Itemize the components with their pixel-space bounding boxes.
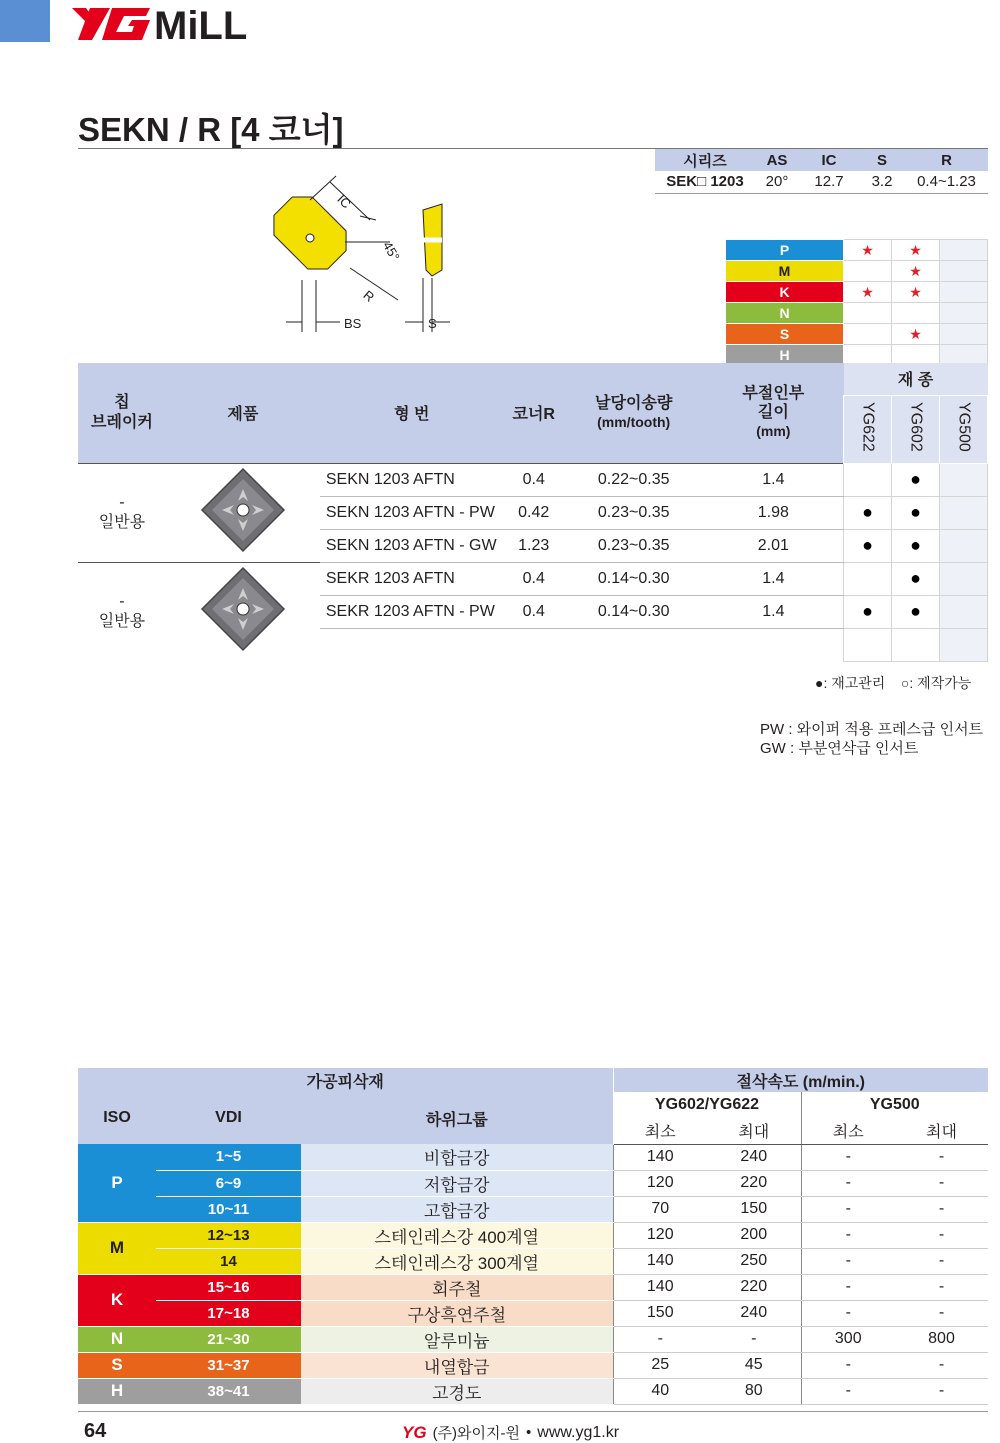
- header-g2-min: 최소: [801, 1118, 895, 1144]
- header-depth: [704, 363, 844, 463]
- g1-max-cell: -: [707, 1326, 801, 1352]
- g2-min-cell: -: [801, 1300, 895, 1326]
- chipbreaker-dash: -: [119, 493, 125, 511]
- header-iso: ISO: [78, 1092, 156, 1144]
- page-title: SEKN / R [4 코너]: [78, 111, 344, 148]
- feed-value: 0.23~0.35: [564, 496, 704, 529]
- spec-header-as: AS: [755, 149, 799, 171]
- header-g2-max: 최대: [895, 1118, 988, 1144]
- iso-mark: [940, 303, 988, 324]
- corner-r-value: 0.4: [504, 595, 564, 628]
- product-image-cell: [166, 463, 320, 562]
- iso-group-cell: H: [78, 1378, 156, 1404]
- cutting-row: [78, 1352, 988, 1378]
- cutting-row: [78, 1274, 988, 1300]
- header-depth-label: 부절인부 길이: [742, 385, 805, 422]
- cutting-row: [78, 1378, 988, 1404]
- g1-max-cell: 80: [707, 1378, 801, 1404]
- g1-min-cell: 120: [613, 1222, 707, 1248]
- depth-value: 1.4: [704, 562, 844, 595]
- grade-mark: ●: [844, 496, 892, 529]
- depth-value: 1.98: [704, 496, 844, 529]
- g1-min-cell: 140: [613, 1248, 707, 1274]
- legend: [815, 673, 971, 693]
- corner-accent: [0, 0, 50, 42]
- grade-mark: ●: [844, 595, 892, 628]
- iso-mark: ★: [892, 240, 940, 261]
- page-number: 64: [84, 1420, 107, 1442]
- g2-max-cell: -: [895, 1378, 988, 1404]
- g1-max-cell: 220: [707, 1170, 801, 1196]
- corner-r-value: 0.42: [504, 496, 564, 529]
- header-product: 제품: [166, 363, 320, 463]
- iso-group-cell: P: [78, 1144, 156, 1222]
- header-grade-yg622: [844, 395, 892, 463]
- product-image-cell: [166, 562, 320, 661]
- insert-image: [200, 467, 286, 553]
- part-number: SEKN 1203 AFTN - PW: [320, 496, 504, 529]
- iso-mark: [844, 303, 892, 324]
- iso-row: [726, 282, 988, 303]
- iso-row: [726, 240, 988, 261]
- iso-row: [726, 324, 988, 345]
- header-grade-yg500: [939, 395, 987, 463]
- grade-mark: ●: [892, 463, 940, 496]
- part-number: SEKN 1203 AFTN - GW: [320, 529, 504, 562]
- subgroup-cell: 고합금강: [301, 1196, 613, 1222]
- iso-mark: [844, 324, 892, 345]
- svg-text:MiLL: MiLL: [154, 4, 248, 44]
- footer-logo: YG: [402, 1422, 427, 1442]
- feed-value: 0.14~0.30: [564, 562, 704, 595]
- iso-mark: ★: [892, 261, 940, 282]
- grade-mark-empty: [892, 628, 940, 661]
- spec-series: SEK□ 1203: [655, 171, 755, 193]
- product-table: [78, 363, 988, 662]
- header-g1-max: 최대: [707, 1118, 801, 1144]
- iso-row: [726, 303, 988, 324]
- iso-group-cell: N: [78, 1326, 156, 1352]
- footer-divider: [78, 1411, 988, 1412]
- empty-cell: [320, 628, 844, 661]
- subgroup-cell: 내열합금: [301, 1352, 613, 1378]
- feed-value: 0.22~0.35: [564, 463, 704, 496]
- subgroup-cell: 스테인레스강 400계열: [301, 1222, 613, 1248]
- iso-label: M: [726, 261, 844, 282]
- g2-max-cell: -: [895, 1248, 988, 1274]
- g1-max-cell: 240: [707, 1300, 801, 1326]
- corner-r-value: 1.23: [504, 529, 564, 562]
- grade-mark: ●: [892, 529, 940, 562]
- g1-min-cell: 120: [613, 1170, 707, 1196]
- cutting-row: [78, 1170, 988, 1196]
- g2-min-cell: -: [801, 1222, 895, 1248]
- cutting-row: [78, 1222, 988, 1248]
- bs-label: BS: [344, 316, 362, 331]
- depth-value: 1.4: [704, 463, 844, 496]
- grade-mark: ●: [892, 496, 940, 529]
- chipbreaker-label: 일반용: [98, 612, 146, 630]
- g1-max-cell: 250: [707, 1248, 801, 1274]
- iso-group-cell: M: [78, 1222, 156, 1274]
- g2-max-cell: -: [895, 1144, 988, 1170]
- iso-label: H: [726, 345, 844, 366]
- insert-drawing: [250, 170, 480, 340]
- spec-header-ic: IC: [799, 149, 859, 171]
- legend-made: ○: 제작가능: [900, 675, 972, 691]
- vdi-cell: 15~16: [156, 1274, 301, 1300]
- chipbreaker-label: 일반용: [98, 513, 146, 531]
- chipbreaker-cell: [78, 463, 166, 562]
- part-number: SEKN 1203 AFTN: [320, 463, 504, 496]
- header-part-no: 형 번: [320, 363, 504, 463]
- g2-min-cell: -: [801, 1274, 895, 1300]
- brand-logo: [72, 4, 302, 44]
- spec-s: 3.2: [859, 171, 905, 193]
- feed-value: 0.14~0.30: [564, 595, 704, 628]
- g2-min-cell: -: [801, 1248, 895, 1274]
- depth-value: 1.4: [704, 595, 844, 628]
- legend-stock: ●: 재고관리: [815, 675, 886, 691]
- header-grade-group: 재 종: [844, 363, 988, 395]
- vdi-cell: 6~9: [156, 1170, 301, 1196]
- iso-mark: [940, 240, 988, 261]
- spec-header-s: S: [859, 149, 905, 171]
- grade-mark: [939, 562, 987, 595]
- header-depth-unit: (mm): [756, 423, 791, 440]
- cutting-row: [78, 1196, 988, 1222]
- g2-max-cell: -: [895, 1196, 988, 1222]
- g1-min-cell: 140: [613, 1274, 707, 1300]
- insert-image: [200, 566, 286, 652]
- iso-label: S: [726, 324, 844, 345]
- g2-max-cell: 800: [895, 1326, 988, 1352]
- g1-max-cell: 220: [707, 1274, 801, 1300]
- s-label: S: [428, 316, 437, 331]
- g2-min-cell: -: [801, 1352, 895, 1378]
- grade-yg602-label: YG602: [907, 401, 925, 452]
- cutting-speed-table: [78, 1068, 988, 1405]
- spec-ic: 12.7: [799, 171, 859, 193]
- ic-label: IC: [334, 191, 355, 212]
- iso-group-cell: K: [78, 1274, 156, 1326]
- vdi-cell: 17~18: [156, 1300, 301, 1326]
- iso-label: K: [726, 282, 844, 303]
- vdi-cell: 1~5: [156, 1144, 301, 1170]
- g1-max-cell: 45: [707, 1352, 801, 1378]
- table-row: [78, 463, 988, 496]
- subgroup-cell: 회주철: [301, 1274, 613, 1300]
- spec-as: 20°: [755, 171, 799, 193]
- iso-mark: [844, 261, 892, 282]
- subgroup-cell: 고경도: [301, 1378, 613, 1404]
- g2-min-cell: -: [801, 1196, 895, 1222]
- g1-min-cell: 25: [613, 1352, 707, 1378]
- vdi-cell: 31~37: [156, 1352, 301, 1378]
- spec-header-series: 시리즈: [655, 149, 755, 171]
- header-grade-yg602: [892, 395, 940, 463]
- spec-header-r: R: [905, 149, 988, 171]
- note-pw: PW : 와이퍼 적용 프레스급 인서트: [760, 721, 984, 738]
- r-label: R: [360, 287, 378, 305]
- corner-r-value: 0.4: [504, 562, 564, 595]
- note-gw: GW : 부분연삭급 인서트: [760, 740, 919, 757]
- iso-mark: [940, 282, 988, 303]
- g1-max-cell: 150: [707, 1196, 801, 1222]
- g2-max-cell: -: [895, 1170, 988, 1196]
- header-feed: [564, 363, 704, 463]
- g2-min-cell: 300: [801, 1326, 895, 1352]
- grade-mark: [939, 595, 987, 628]
- footer-company: (주)와이지-원: [432, 1425, 520, 1442]
- header-g1-min: 최소: [613, 1118, 707, 1144]
- chipbreaker-dash: -: [119, 592, 125, 610]
- g2-max-cell: -: [895, 1222, 988, 1248]
- cutting-row: [78, 1326, 988, 1352]
- cutting-row: [78, 1300, 988, 1326]
- grade-mark: [939, 463, 987, 496]
- footer-url: www.yg1.kr: [537, 1423, 620, 1441]
- part-number: SEKR 1203 AFTN: [320, 562, 504, 595]
- spec-r: 0.4~1.23: [905, 171, 988, 193]
- header-feed-unit: (mm/tooth): [597, 413, 671, 430]
- grade-mark: ●: [844, 529, 892, 562]
- iso-mark: ★: [892, 324, 940, 345]
- chipbreaker-cell: [78, 562, 166, 661]
- iso-mark: [940, 324, 988, 345]
- iso-mark: [892, 303, 940, 324]
- part-number: SEKR 1203 AFTN - PW: [320, 595, 504, 628]
- footer-bullet: •: [526, 1424, 532, 1441]
- subgroup-cell: 비합금강: [301, 1144, 613, 1170]
- cutting-row: [78, 1248, 988, 1274]
- header-speed: 절삭속도 (m/min.): [613, 1068, 988, 1092]
- angle-label: 45°: [379, 238, 403, 264]
- g2-min-cell: -: [801, 1170, 895, 1196]
- g2-min-cell: -: [801, 1144, 895, 1170]
- grade-mark: [844, 463, 892, 496]
- grade-mark-empty: [844, 628, 892, 661]
- iso-group-cell: S: [78, 1352, 156, 1378]
- grade-mark: [844, 562, 892, 595]
- subgroup-cell: 저합금강: [301, 1170, 613, 1196]
- grade-mark: [939, 496, 987, 529]
- iso-mark: ★: [892, 282, 940, 303]
- g2-max-cell: -: [895, 1274, 988, 1300]
- subgroup-cell: 알루미늄: [301, 1326, 613, 1352]
- iso-label: N: [726, 303, 844, 324]
- g1-min-cell: 40: [613, 1378, 707, 1404]
- vdi-cell: 10~11: [156, 1196, 301, 1222]
- header-vdi: VDI: [156, 1092, 301, 1144]
- header-corner-r: 코너R: [504, 363, 564, 463]
- corner-r-value: 0.4: [504, 463, 564, 496]
- g2-max-cell: -: [895, 1300, 988, 1326]
- g2-max-cell: -: [895, 1352, 988, 1378]
- feed-value: 0.23~0.35: [564, 529, 704, 562]
- vdi-cell: 21~30: [156, 1326, 301, 1352]
- notes: [760, 720, 983, 758]
- spec-table: [655, 149, 988, 194]
- iso-mark: [940, 261, 988, 282]
- vdi-cell: 38~41: [156, 1378, 301, 1404]
- subgroup-cell: 스테인레스강 300계열: [301, 1248, 613, 1274]
- grade-mark: ●: [892, 562, 940, 595]
- g1-min-cell: -: [613, 1326, 707, 1352]
- header-material: 가공피삭재: [78, 1068, 613, 1092]
- header-feed-label: 날당이송량: [595, 394, 673, 412]
- grade-mark: ●: [892, 595, 940, 628]
- g2-min-cell: -: [801, 1378, 895, 1404]
- table-row: [78, 562, 988, 595]
- iso-mark: ★: [844, 282, 892, 303]
- header-subgroup: 하위그룹: [301, 1092, 613, 1144]
- vdi-cell: 14: [156, 1248, 301, 1274]
- footer: [402, 1422, 619, 1443]
- grade-yg622-label: YG622: [859, 401, 877, 452]
- depth-value: 2.01: [704, 529, 844, 562]
- iso-label: P: [726, 240, 844, 261]
- subgroup-cell: 구상흑연주철: [301, 1300, 613, 1326]
- g1-min-cell: 140: [613, 1144, 707, 1170]
- g1-max-cell: 200: [707, 1222, 801, 1248]
- vdi-cell: 12~13: [156, 1222, 301, 1248]
- g1-min-cell: 150: [613, 1300, 707, 1326]
- iso-application-table: [725, 239, 988, 366]
- cutting-row: [78, 1144, 988, 1170]
- header-grade2: YG500: [801, 1092, 988, 1118]
- g1-min-cell: 70: [613, 1196, 707, 1222]
- grade-mark-empty: [939, 628, 987, 661]
- iso-mark: ★: [844, 240, 892, 261]
- grade-mark: [939, 529, 987, 562]
- iso-row: [726, 261, 988, 282]
- grade-yg500-label: YG500: [955, 401, 973, 452]
- header-grade1: YG602/YG622: [613, 1092, 801, 1118]
- header-chipbreaker: 칩 브레이커: [78, 363, 166, 463]
- g1-max-cell: 240: [707, 1144, 801, 1170]
